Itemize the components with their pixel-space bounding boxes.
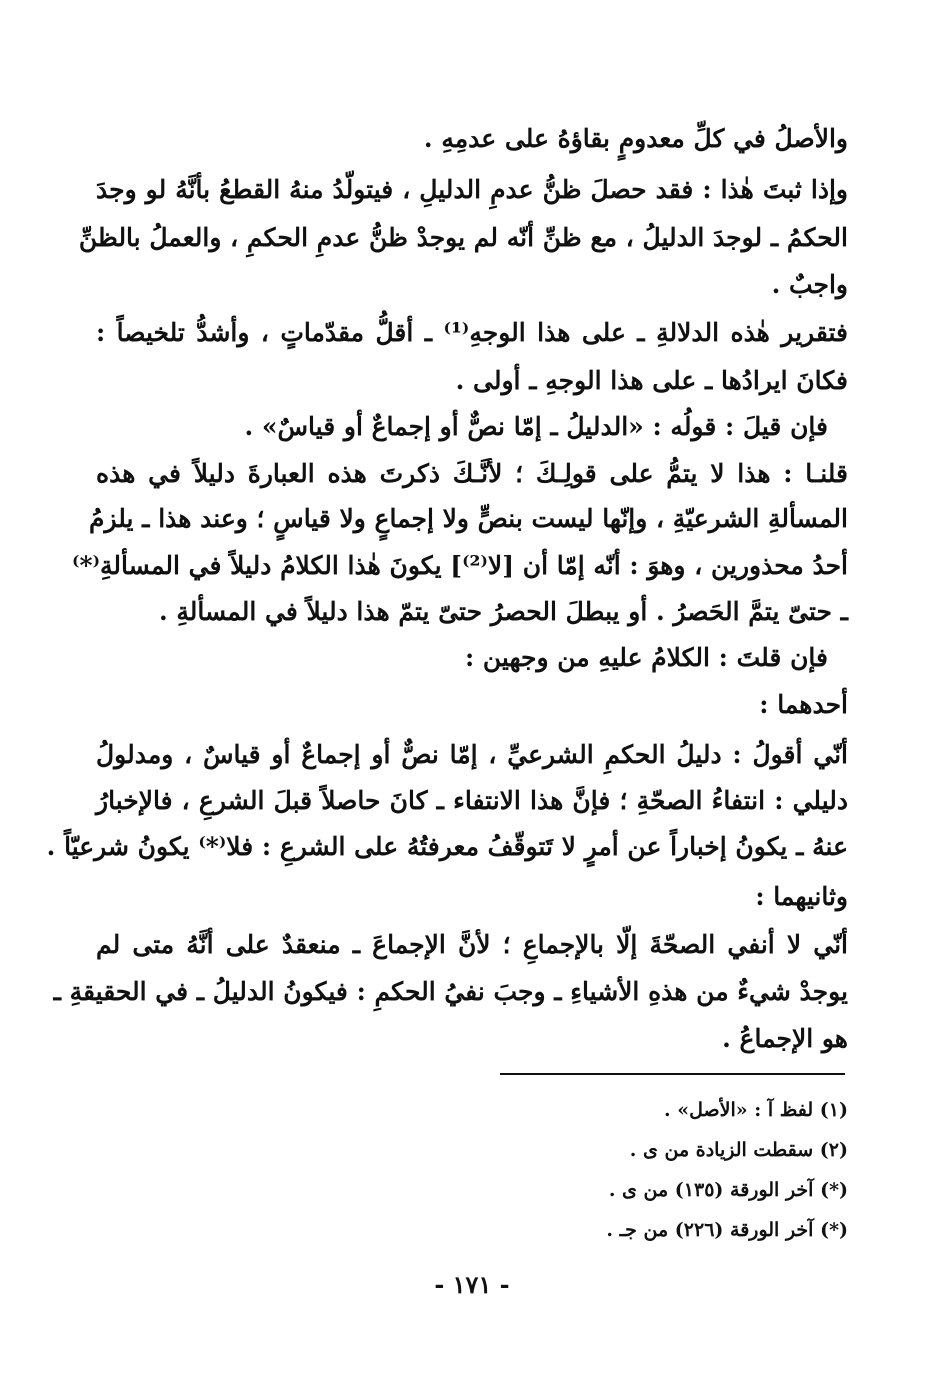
text-line-12: فإن قلتَ : الكلامُ عليهِ من وجهين :	[464, 643, 828, 672]
text-line-15: دليلي : انتفاءُ الصحّةِ ؛ فإنَّ هذا الانتفاء ـ كانَ حاصلاً قبلَ الشرعِ ، فالإخبارُ	[96, 786, 848, 815]
text-line-2: وإذا ثبتَ هٰذا : فقد حصلَ ظنُّ عدمِ الدليلِ ، فيتولّدُ منهُ القطعُ بأنَّهُ لو وجدَ	[96, 175, 848, 204]
footnote-1: (١) لفظ آ : «الأصل» .	[663, 1099, 848, 1121]
text-line-3: الحكمُ ـ لوجدَ الدليلُ ، مع ظنِّ أنّه لم يوجدْ ظنُّ عدمِ الحكمِ ، والعملُ بالظنِّ	[78, 223, 848, 252]
text-line-18: أنّي لا أنفي الصحّةَ إلّا بالإجماعِ ؛ لأنَّ الإجماعَ ـ منعقدٌ على أنَّهُ متى لم	[96, 930, 848, 959]
footnote-4: (*) آخر الورقة (٢٢٦) من جـ .	[606, 1219, 848, 1241]
text-line-4: واجبٌ .	[771, 270, 848, 299]
text-line-5: فتقرير هٰذه الدلالةِ ـ على هذا الوجهِ⁽¹⁾ ـ أقلُّ مقدّماتٍ ، وأشدُّ تلخيصاً :	[96, 318, 848, 347]
footnote-divider	[500, 1073, 845, 1075]
text-line-10: أحدُ محذورين ، وهوَ : أنّه إمّا أن [لا⁽²⁾] يكونَ هٰذا الكلامُ دليلاً في المسألةِ⁽*⁾	[72, 551, 848, 580]
footnote-3: (*) آخر الورقة (١٣٥) من ى .	[608, 1179, 848, 1201]
text-line-1: والأصلُ في كلِّ معدومٍ بقاؤهُ على عدمِهِ .	[423, 124, 848, 153]
text-line-9: المسألةِ الشرعيّةِ ، وإنّها ليست بنصٍّ ولا إجماعٍ ولا قياسٍ ؛ وعند هذا ـ يلزمُ	[88, 504, 848, 533]
text-line-7: فإن قيلَ : قولُه : «الدليلُ ـ إمّا نصٌّ أو إجماعٌ أو قياسٌ» .	[244, 412, 828, 441]
heading-first: أحدهما :	[759, 690, 848, 719]
footnote-2: (٢) سقطت الزيادة من ى .	[629, 1139, 848, 1161]
page-number: - ١٧١ -	[434, 1270, 510, 1299]
text-line-16: عنهُ ـ يكونُ إخباراً عن أمرٍ لا تَتوقّفُ معرفتُهُ على الشرعِ : فلا⁽*⁾ يكونُ شرعيّاً .	[46, 832, 848, 861]
text-line-6: فكانَ ايرادُها ـ على هذا الوجهِ ـ أولى .	[455, 366, 848, 395]
text-line-11: ـ حتىّ يتمَّ الحَصرُ . أو يبطلَ الحصرُ حتىّ يتمّ هذا دليلاً في المسألةِ .	[158, 597, 848, 626]
text-line-20: هو الإجماعُ .	[722, 1024, 848, 1053]
heading-second: وثانيهما :	[755, 882, 848, 911]
text-line-19: يوجدْ شيءٌ من هذهِ الأشياءِ ـ وجبَ نفيُ الحكمِ : فيكونُ الدليلُ ـ في الحقيقةِ ـ	[53, 977, 848, 1006]
text-line-8: قلنـا : هذا لا يتمُّ على قولِـكَ ؛ لأنَّـكَ ذكرتَ هذه العبارةَ دليلاً في هذه	[96, 459, 848, 488]
text-line-14: أنّي أقولُ : دليلُ الحكمِ الشرعيِّ ، إمّا نصٌّ أو إجماعٌ أو قياسٌ ، ومدلولُ	[96, 740, 848, 769]
